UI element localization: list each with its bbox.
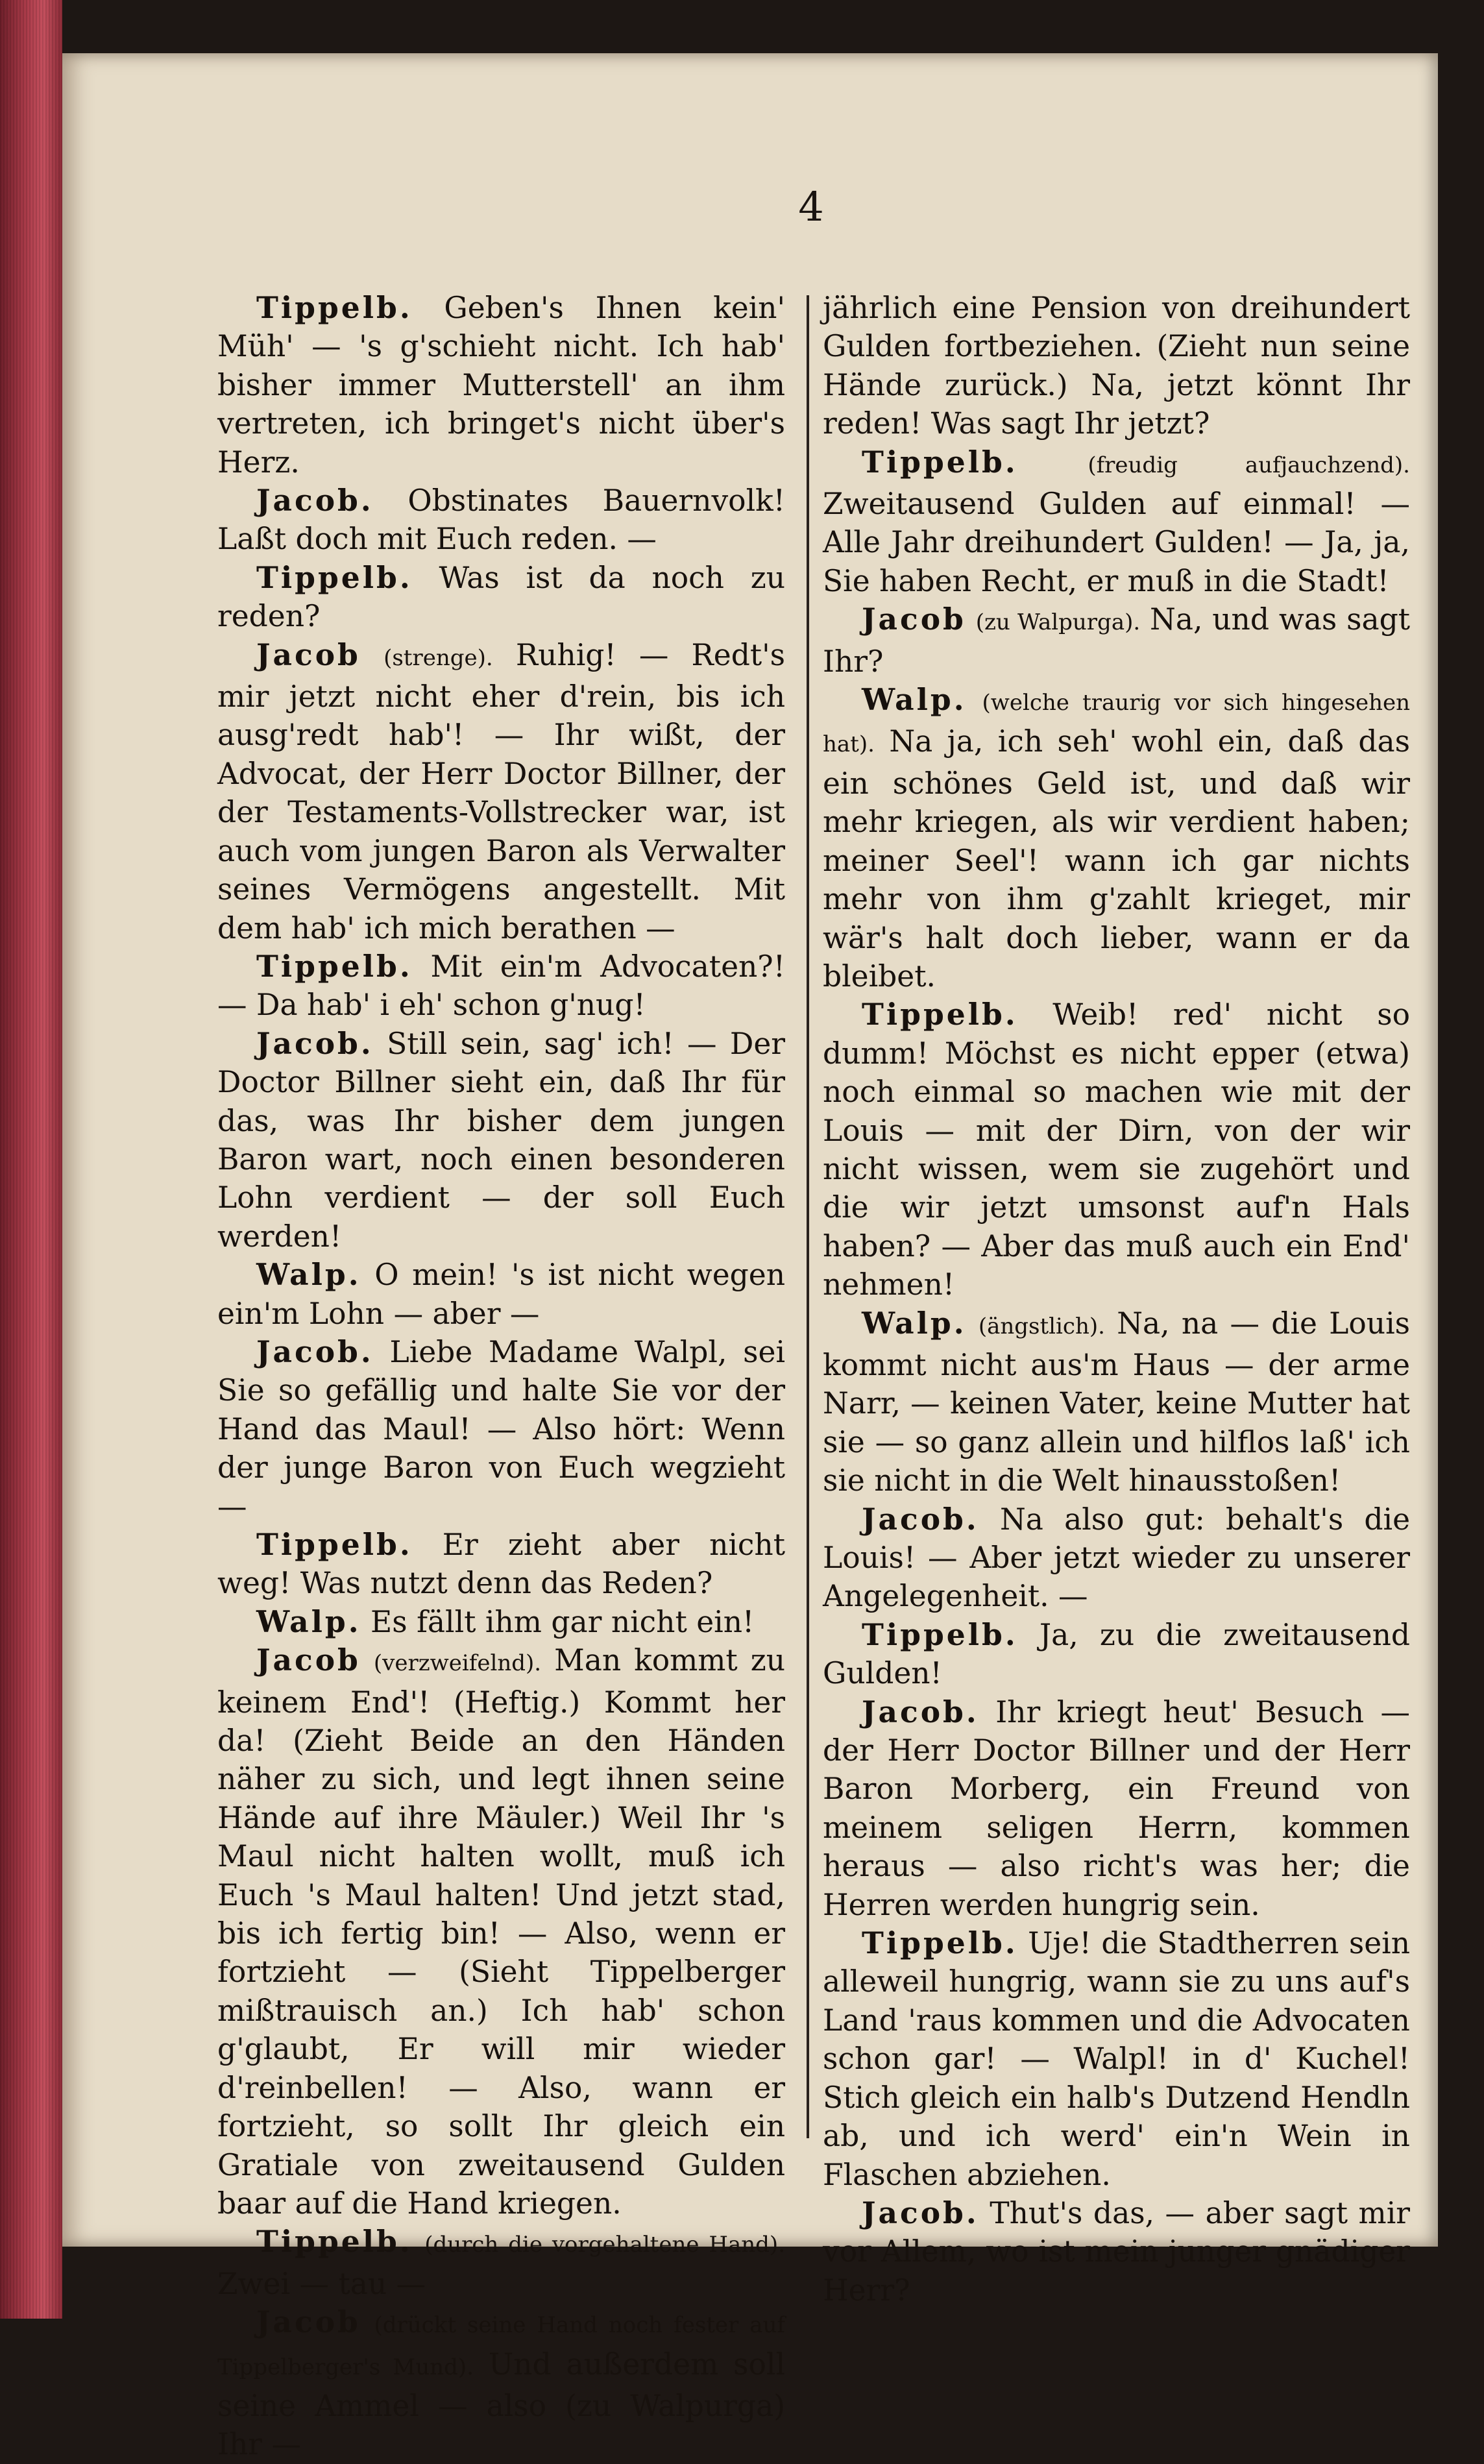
dialogue-text: Zwei — tau — <box>217 2266 426 2301</box>
dialogue-paragraph <box>217 636 785 947</box>
speaker-name: Jacob. <box>862 1501 979 1537</box>
dialogue-text: jährlich eine Pension von dreihundert Gulden fortbeziehen. (Zieht nun seine Hände zurück.) Na, jetzt könnt Ihr reden! Was sagt Ihr jetzt? <box>823 291 1410 441</box>
dialogue-paragraph <box>823 443 1410 601</box>
book-edge <box>0 0 62 2319</box>
dialogue-paragraph <box>823 1924 1410 2194</box>
dialogue-paragraph <box>217 1526 785 1603</box>
dialogue-paragraph <box>823 600 1410 681</box>
dialogue-text: Zweitausend Gulden auf einmal! — Alle Jahr dreihundert Gulden! — Ja, ja, Sie haben Recht, er muß in die Stadt! <box>823 487 1410 598</box>
speaker-name: Jacob. <box>256 1334 374 1369</box>
speaker-name: Tippelb. <box>256 559 413 595</box>
dialogue-text: O mein! 's ist nicht wegen ein'm Lohn — aber — <box>217 1258 786 1331</box>
speaker-name: Tippelb. <box>862 997 1018 1032</box>
stage-direction: (freudig aufjauchzend). <box>1088 452 1410 478</box>
dialogue-text: Was ist da noch zu reden? <box>217 560 786 634</box>
dialogue-paragraph <box>823 1500 1410 1616</box>
dialogue-paragraph <box>823 681 1410 995</box>
dialogue-text: Na, na — die Louis kommt nicht aus'm Haus — der arme Narr, — keinen Vater, keine Mutter hat sie — so ganz allein und hilflos laß' ich sie nicht in die Welt hinausstoßen! <box>823 1306 1410 1498</box>
speaker-name: Tippelb. <box>862 1616 1018 1652</box>
speaker-name: Jacob <box>256 2304 361 2340</box>
dialogue-paragraph <box>823 1693 1410 1924</box>
dialogue-paragraph <box>823 289 1410 443</box>
dialogue-text: Ja, zu die zweitausend Gulden! <box>823 1617 1410 1691</box>
speaker-name: Walp. <box>256 1604 361 1639</box>
stage-direction: (strenge). <box>383 644 493 671</box>
dialogue-text: Na also gut: behalt's die Louis! — Aber jetzt wieder zu unserer Angelegenheit. — <box>823 1502 1410 1614</box>
dialogue-text: Weib! red' nicht so dumm! Möchst es nicht epper (etwa) noch einmal so machen wie mit der Louis — mit der Dirn, von der wir nicht wissen, wem sie zugehört und die wir jetzt umsonst auf'n Hals haben? — Aber das muß auch ein End' nehmen! <box>823 997 1410 1302</box>
speaker-name: Jacob <box>256 637 361 672</box>
dialogue-text: Mit ein'm Advocaten?! — Da hab' i eh' schon g'nug! <box>217 949 785 1023</box>
speaker-name: Walp. <box>862 682 967 718</box>
stage-direction: (verzweifelnd). <box>373 1650 542 1677</box>
dialogue-text: Thut's das, — aber sagt mir vor Allem, wo ist mein junger gnädiger Herr? <box>823 2195 1410 2308</box>
column-divider <box>807 295 809 2138</box>
dialogue-paragraph <box>217 289 785 482</box>
dialogue-text: Geben's Ihnen kein' Müh' — 's g'schieht nicht. Ich hab' bisher immer Mutterstell' an ihm vertreten, ich bringet's nicht über's Herz. <box>217 291 785 480</box>
dialogue-paragraph <box>823 2194 1410 2310</box>
speaker-name: Jacob <box>256 1642 361 1678</box>
speaker-name: Jacob. <box>256 1025 374 1061</box>
dialogue-text: Er zieht aber nicht weg! Was nutzt denn das Reden? <box>217 1528 786 1601</box>
stage-direction: (drückt seine Hand noch fester auf Tippelberger's Mund). <box>217 2312 785 2380</box>
speaker-name: Walp. <box>862 1305 967 1341</box>
stage-direction: (welche traurig vor sich hingesehen hat). <box>823 690 1410 758</box>
speaker-name: Jacob. <box>256 483 374 518</box>
speaker-name: Tippelb. <box>256 290 413 325</box>
dialogue-text: Es fällt ihm gar nicht ein! <box>371 1604 755 1639</box>
speaker-name: Jacob. <box>862 2195 979 2230</box>
dialogue-text: Und außerdem soll seine Ammel — also (zu Walpurga) Ihr — <box>217 2347 785 2462</box>
stage-direction: (ängstlich). <box>978 1313 1105 1339</box>
speaker-name: Walp. <box>256 1257 361 1293</box>
stage-direction: (zu Walpurga). <box>975 609 1141 636</box>
left-column <box>217 289 785 2464</box>
speaker-name: Tippelb. <box>862 1925 1018 1961</box>
dialogue-paragraph <box>217 1603 785 1641</box>
speaker-name: Jacob <box>862 602 966 637</box>
dialogue-text: Ruhig! — Redt's mir jetzt nicht eher d'rein, bis ich ausg'redt hab'! — Ihr wißt, der Advocat, der Herr Doctor Billner, der der Testaments-Vollstrecker war, ist auch vom jungen Baron als Verwalter seines Vermögens angestellt. Mit dem hab' ich mich berathen — <box>217 637 786 945</box>
dialogue-paragraph <box>823 1616 1410 1693</box>
right-column <box>823 289 1410 2310</box>
stage-direction: (durch die vorgehaltene Hand). <box>424 2232 785 2258</box>
dialogue-paragraph <box>217 1256 785 1333</box>
speaker-name: Tippelb. <box>256 1527 413 1562</box>
dialogue-paragraph <box>217 1333 785 1526</box>
speaker-name: Tippelb. <box>256 948 413 984</box>
dialogue-text: Man kommt zu keinem End'! (Heftig.) Kommt her da! (Zieht Beide an den Händen näher zu sich, und legt ihnen seine Hände auf ihre Mäuler.) Weil Ihr 's Maul nicht halten wollt, muß ich Euch 's Maul halten! Und jetzt stad, bis ich fertig bin! — Also, wenn er fortzieht — (Sieht Tippelberger mißtrauisch an.) Ich hab' schon g'glaubt, Er will mir wieder d'reinbellen! — Also, wann er fortzieht, so sollt Ihr gleich ein Gratiale von zweitausend Gulden baar auf die Hand kriegen. <box>217 1643 786 2221</box>
speaker-name: Jacob. <box>862 1694 979 1729</box>
dialogue-text: Na ja, ich seh' wohl ein, daß das ein schönes Geld ist, und daß wir mehr kriegen, als wir verdient haben; meiner Seel'! wann ich gar nichts mehr von ihm g'zahlt krieget, mir wär's halt doch lieber, wann er da bleibet. <box>823 724 1410 994</box>
dialogue-paragraph <box>217 2303 785 2464</box>
dialogue-text: Na, und was sagt Ihr? <box>823 602 1410 679</box>
dialogue-paragraph <box>823 995 1410 1304</box>
dialogue-text: Uje! die Stadtherren sein alleweil hungrig, wann sie zu uns auf's Land 'raus kommen und die Advocaten schon gar! — Walpl! in d' Kuchel! Stich gleich ein halb's Dutzend Hendln ab, und ich werd' ein'n Wein in Flaschen abziehen. <box>823 1926 1410 2192</box>
dialogue-text: Still sein, sag' ich! — Der Doctor Billner sieht ein, daß Ihr für das, was Ihr bisher dem jungen Baron wart, noch einen besonderen Lohn verdient — der soll Euch werden! <box>217 1026 785 1254</box>
speaker-name: Tippelb. <box>256 2224 413 2260</box>
dialogue-text: Obstinates Bauernvolk! Laßt doch mit Euch reden. — <box>217 483 785 557</box>
dialogue-paragraph <box>217 482 785 559</box>
page-number: 4 <box>798 183 824 230</box>
dialogue-paragraph <box>217 947 785 1025</box>
dialogue-paragraph <box>823 1304 1410 1500</box>
dialogue-text: Liebe Madame Walpl, sei Sie so gefällig und halte Sie vor der Hand das Maul! — Also hört: Wenn der junge Baron von Euch wegzieht — <box>217 1334 785 1524</box>
dialogue-paragraph <box>217 1641 785 2223</box>
dialogue-paragraph <box>217 1025 785 1256</box>
dialogue-paragraph <box>217 2223 785 2303</box>
speaker-name: Tippelb. <box>862 444 1018 480</box>
dialogue-paragraph <box>217 559 785 636</box>
dialogue-text: Ihr kriegt heut' Besuch — der Herr Doctor Billner und der Herr Baron Morberg, ein Freund von meinem seligen Herrn, kommen heraus — also richt's was her; die Herren werden hungrig sein. <box>823 1694 1410 1922</box>
